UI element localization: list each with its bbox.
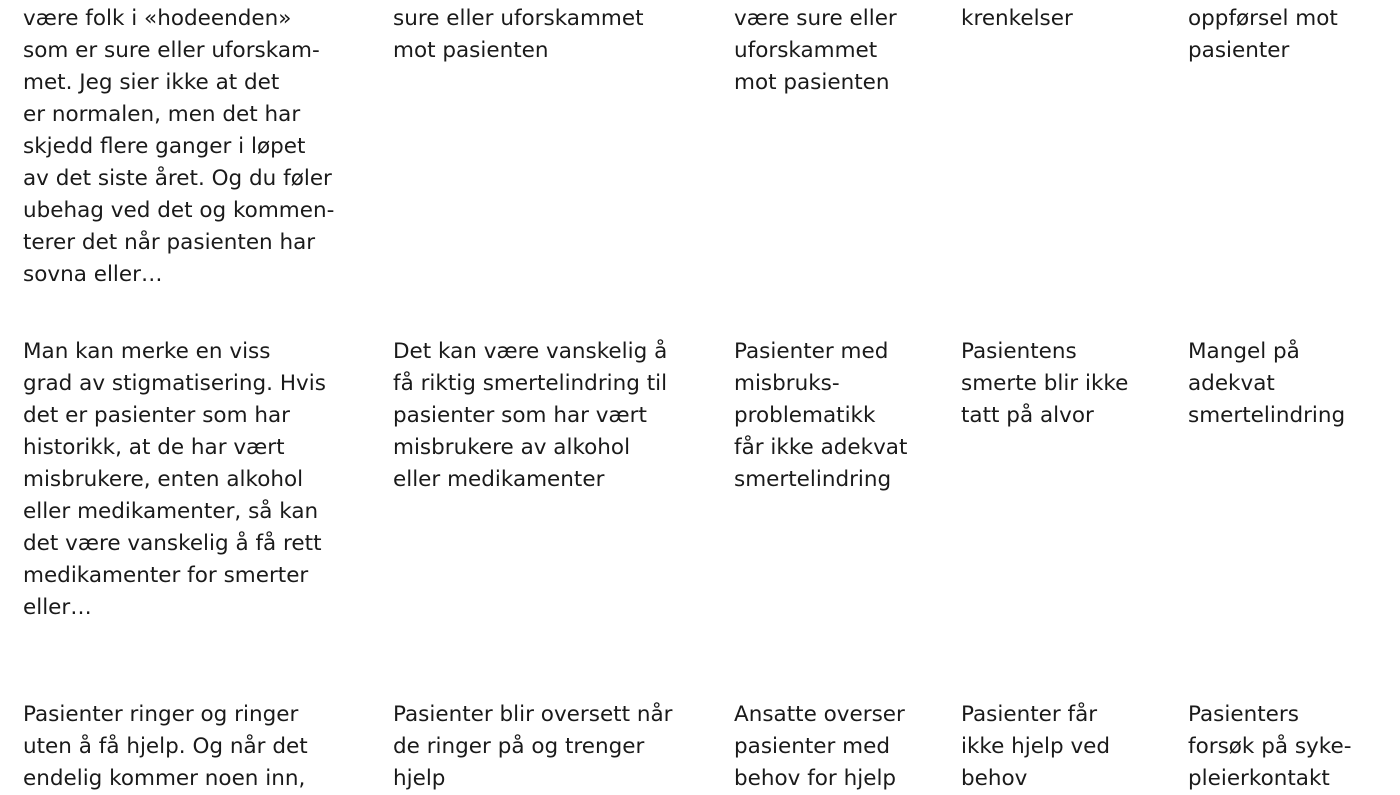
meaning-unit-cell: være folk i «hodeenden» som er sure eller uforskam- met. Jeg sier ikke at det er normalen, men det har skjedd flere ganger i løpet av det siste året. Og du føler ubehag ved det og kommen- terer det når pasienten har sovna eller… xyxy=(23,6,335,287)
category-cell: Pasienters forsøk på syke- pleierkontakt xyxy=(1188,702,1352,791)
condensed-meaning-cell: Det kan være vanskelig å få riktig smertelindring til pasienter som har vært misbrukere av alkohol eller medikamenter xyxy=(393,339,668,492)
category-cell: oppførsel mot pasienter xyxy=(1188,6,1338,63)
category-cell: Mangel på adekvat smertelindring xyxy=(1188,339,1346,428)
code-cell: Pasienter med misbruks- problematikk får ikke adekvat smertelindring xyxy=(734,339,908,492)
subcategory-cell: Pasienter får ikke hjelp ved behov xyxy=(961,702,1111,791)
subcategory-cell: Pasientens smerte blir ikke tatt på alvor xyxy=(961,339,1129,428)
code-cell: være sure eller uforskammet mot pasienten xyxy=(734,6,897,95)
meaning-unit-cell: Man kan merke en viss grad av stigmatisering. Hvis det er pasienter som har historikk, at de har vært misbrukere, enten alkohol eller medikamenter, så kan det være vanskelig å få rett medikamenter for smerter eller… xyxy=(23,339,326,620)
condensed-meaning-cell: Pasienter blir oversett når de ringer på og trenger hjelp xyxy=(393,702,673,791)
meaning-unit-cell: Pasienter ringer og ringer uten å få hjelp. Og når det endelig kommer noen inn, xyxy=(23,702,308,791)
condensed-meaning-cell: sure eller uforskammet mot pasienten xyxy=(393,6,644,63)
subcategory-cell: krenkelser xyxy=(961,6,1073,31)
code-cell: Ansatte overser pasienter med behov for hjelp xyxy=(734,702,905,791)
